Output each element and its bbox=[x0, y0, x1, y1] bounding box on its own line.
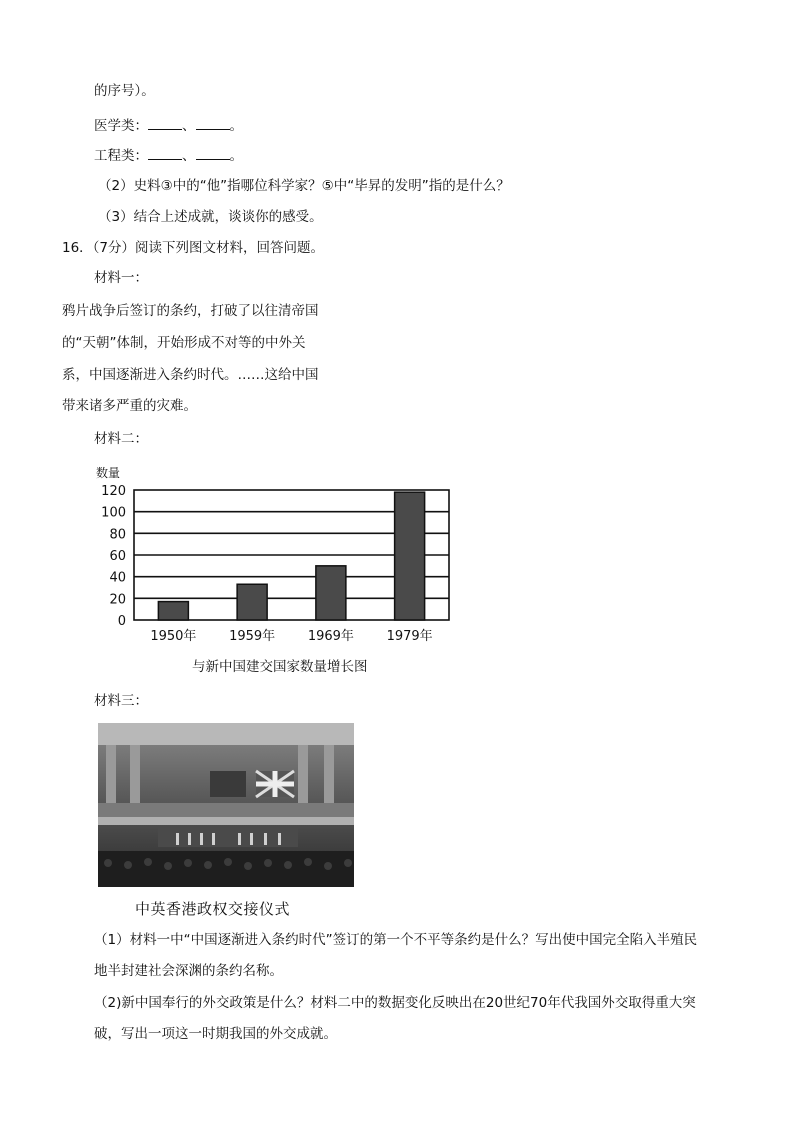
medical-line bbox=[94, 117, 243, 135]
x-tick-label: 1979年 bbox=[386, 629, 433, 644]
x-tick-label: 1950年 bbox=[150, 629, 197, 644]
question-16-2-cont: 破，写出一项这一时期我国的外交成就。 bbox=[94, 1026, 337, 1042]
bar bbox=[316, 566, 346, 620]
question-2: （2）史料③中的“他”指哪位科学家？⑤中“毕昇的发明”指的是什么？ bbox=[98, 178, 510, 194]
y-axis-label: 数量 bbox=[96, 466, 121, 480]
y-tick-label: 0 bbox=[117, 614, 126, 629]
medical-end: 。 bbox=[229, 118, 243, 134]
bar bbox=[395, 492, 425, 620]
question-16-1-cont: 地半封建社会深渊的条约名称。 bbox=[94, 963, 283, 979]
engineering-label: 工程类： bbox=[94, 148, 148, 164]
medical-blank-2[interactable] bbox=[196, 117, 230, 130]
engineering-line bbox=[94, 147, 243, 165]
x-tick-label: 1959年 bbox=[229, 629, 276, 644]
engineering-blank-1[interactable] bbox=[148, 147, 182, 160]
material-2-label: 材料二： bbox=[94, 431, 148, 447]
chart-caption: 与新中国建交国家数量增长图 bbox=[192, 659, 368, 675]
y-tick-label: 40 bbox=[109, 570, 126, 586]
medical-label: 医学类： bbox=[94, 118, 148, 134]
bar bbox=[237, 584, 267, 620]
handover-ceremony-photo bbox=[98, 723, 354, 887]
material-1-line: 鸦片战争后签订的条约，打破了以往清帝国 bbox=[62, 303, 319, 319]
y-tick-label: 120 bbox=[101, 484, 126, 499]
y-tick-label: 20 bbox=[109, 592, 126, 608]
material-1-line: 系，中国逐渐进入条约时代。……这给中国 bbox=[62, 367, 319, 383]
question-16-2: （2)新中国奉行的外交政策是什么？材料二中的数据变化反映出在20世纪70年代我国外交取得重大突 bbox=[94, 995, 696, 1011]
engineering-blank-2[interactable] bbox=[196, 147, 230, 160]
engineering-sep: 、 bbox=[182, 148, 196, 164]
question-16-title: 16．（7分）阅读下列图文材料，回答问题。 bbox=[62, 240, 325, 256]
bar-chart bbox=[92, 462, 462, 647]
medical-sep: 、 bbox=[182, 118, 196, 134]
x-tick-label: 1969年 bbox=[307, 629, 354, 644]
material-1-line: 带来诸多严重的灾难。 bbox=[62, 398, 197, 414]
y-tick-label: 100 bbox=[101, 505, 126, 521]
question-continuation: 的序号）。 bbox=[94, 83, 155, 99]
engineering-end: 。 bbox=[229, 148, 243, 164]
bar bbox=[158, 602, 188, 620]
question-16-1: （1）材料一中“中国逐渐进入条约时代”签订的第一个不平等条约是什么？写出使中国完全陷入半殖民 bbox=[94, 932, 698, 948]
question-3: （3）结合上述成就，谈谈你的感受。 bbox=[98, 209, 323, 225]
material-1-line: 的“天朝”体制，开始形成不对等的中外关 bbox=[62, 335, 306, 351]
y-tick-label: 80 bbox=[109, 527, 126, 543]
material-3-label: 材料三： bbox=[94, 693, 148, 709]
medical-blank-1[interactable] bbox=[148, 117, 182, 130]
y-tick-label: 60 bbox=[109, 549, 126, 564]
photo-caption: 中英香港政权交接仪式 bbox=[135, 900, 291, 918]
material-1-label: 材料一： bbox=[94, 270, 148, 286]
